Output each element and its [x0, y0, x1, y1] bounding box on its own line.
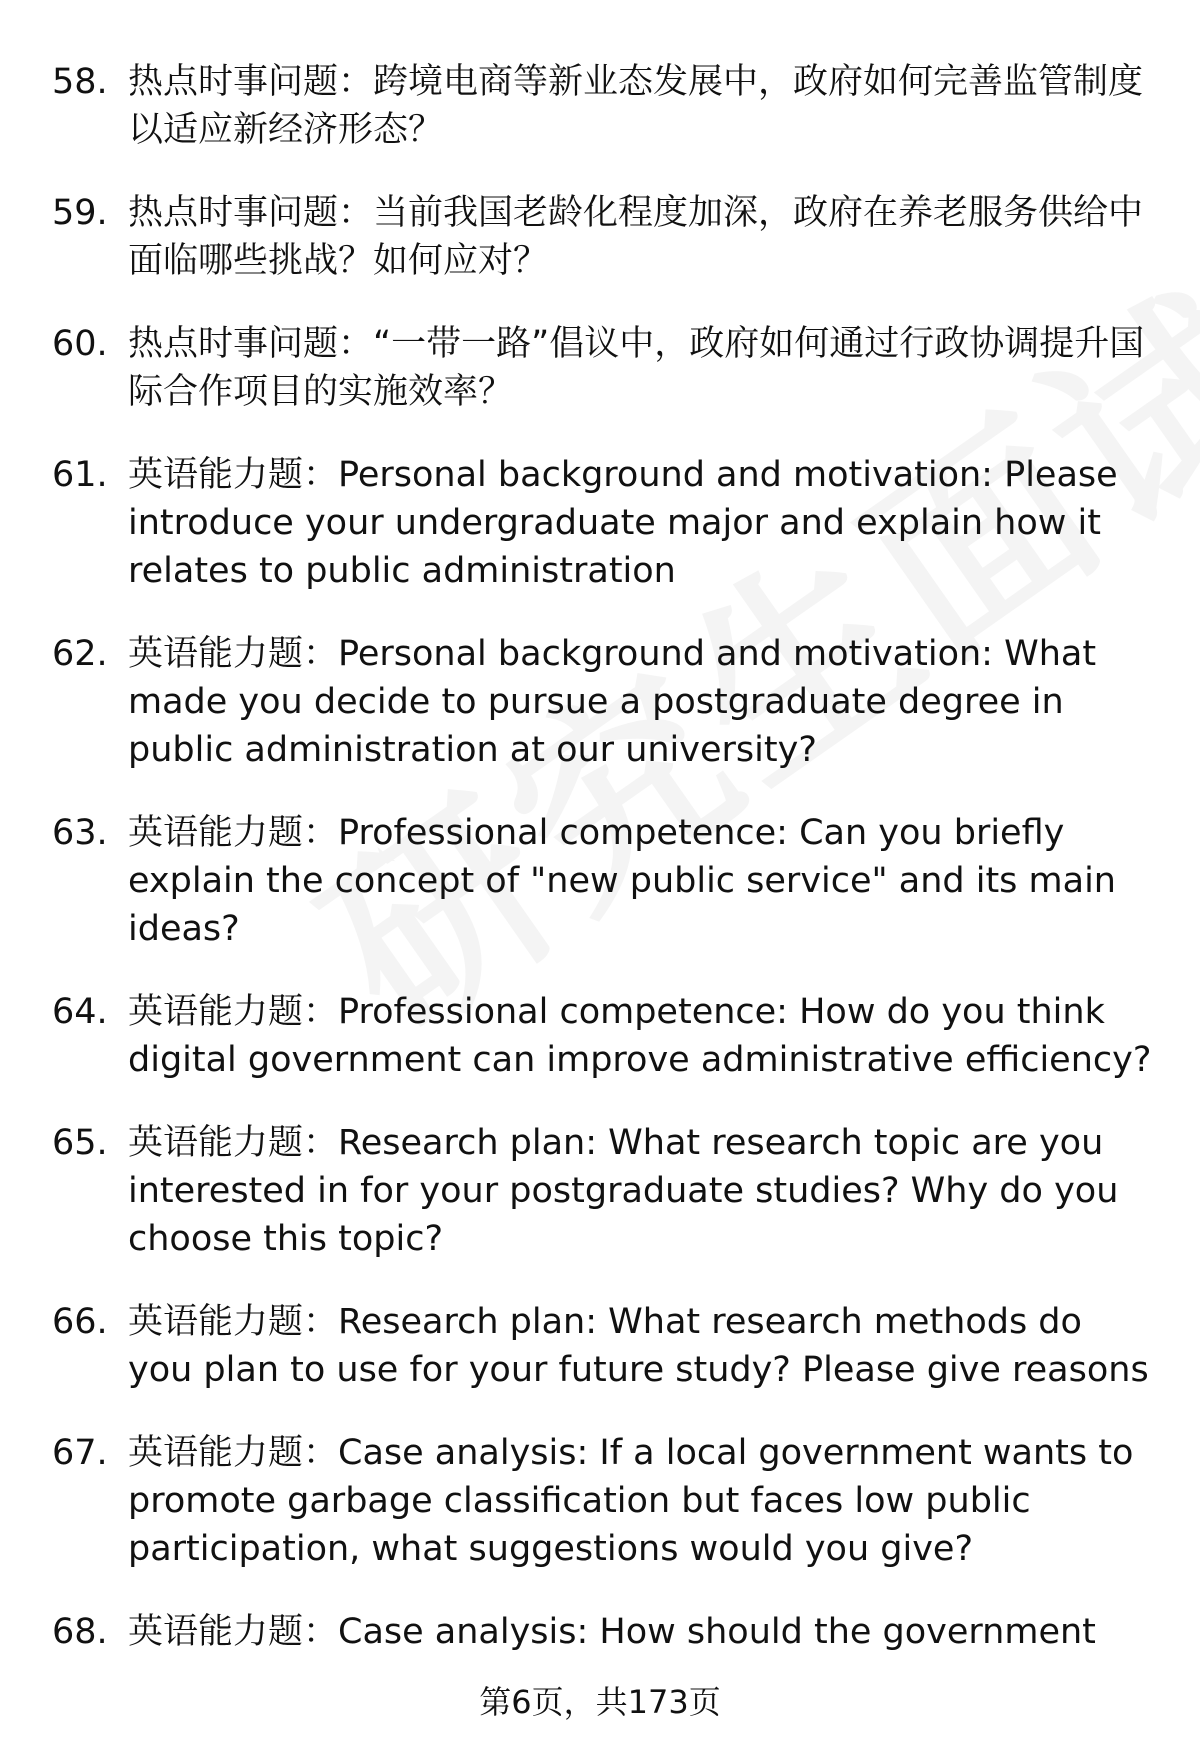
question-item	[52, 1119, 1152, 1263]
question-number: 60.	[52, 324, 108, 364]
question-item	[52, 809, 1152, 953]
page-number-footer: 第6页，共173页	[479, 1683, 721, 1721]
question-item	[52, 1608, 1152, 1656]
question-text: 英语能力题：Research plan: What research topic are you interested in for your postgraduate studies? Why do you choose this topic?	[128, 1123, 1119, 1259]
question-number: 66.	[52, 1302, 108, 1342]
question-text: 英语能力题：Professional competence: Can you briefly explain the concept of "new public service" and its main ideas?	[128, 813, 1116, 949]
question-number: 65.	[52, 1123, 108, 1163]
question-number: 59.	[52, 193, 108, 233]
question-text: 英语能力题：Research plan: What research methods do you plan to use for your future study? Please give reasons	[128, 1302, 1149, 1390]
question-item	[52, 630, 1152, 774]
question-number: 63.	[52, 813, 108, 853]
question-text: 英语能力题：Personal background and motivation: Please introduce your undergraduate major and explain how it relates to public administration	[128, 455, 1118, 591]
question-item	[52, 189, 1152, 285]
question-text: 英语能力题：Case analysis: If a local government wants to promote garbage classification but faces low public participation, what suggestions would you give?	[128, 1433, 1134, 1569]
question-text: 热点时事问题：跨境电商等新业态发展中，政府如何完善监管制度以适应新经济形态？	[128, 62, 1144, 150]
question-item	[52, 58, 1152, 154]
question-item	[52, 1429, 1152, 1573]
question-number: 62.	[52, 634, 108, 674]
question-text: 热点时事问题：“一带一路”倡议中，政府如何通过行政协调提升国际合作项目的实施效率？	[128, 324, 1145, 412]
question-item	[52, 320, 1152, 416]
question-number: 61.	[52, 455, 108, 495]
question-item	[52, 1298, 1152, 1394]
question-number: 68.	[52, 1612, 108, 1652]
question-text: 英语能力题：Professional competence: How do you think digital government can improve administrative efficiency?	[128, 992, 1152, 1080]
question-text: 英语能力题：Case analysis: How should the government	[128, 1612, 1096, 1652]
question-number: 64.	[52, 992, 108, 1032]
question-text: 英语能力题：Personal background and motivation: What made you decide to pursue a postgraduate degree in public administration at our university?	[128, 634, 1097, 770]
question-number: 58.	[52, 62, 108, 102]
question-text: 热点时事问题：当前我国老龄化程度加深，政府在养老服务供给中面临哪些挑战？如何应对？	[128, 193, 1144, 281]
question-number: 67.	[52, 1433, 108, 1473]
question-list	[52, 58, 1152, 1691]
question-item	[52, 988, 1152, 1084]
question-item	[52, 451, 1152, 595]
